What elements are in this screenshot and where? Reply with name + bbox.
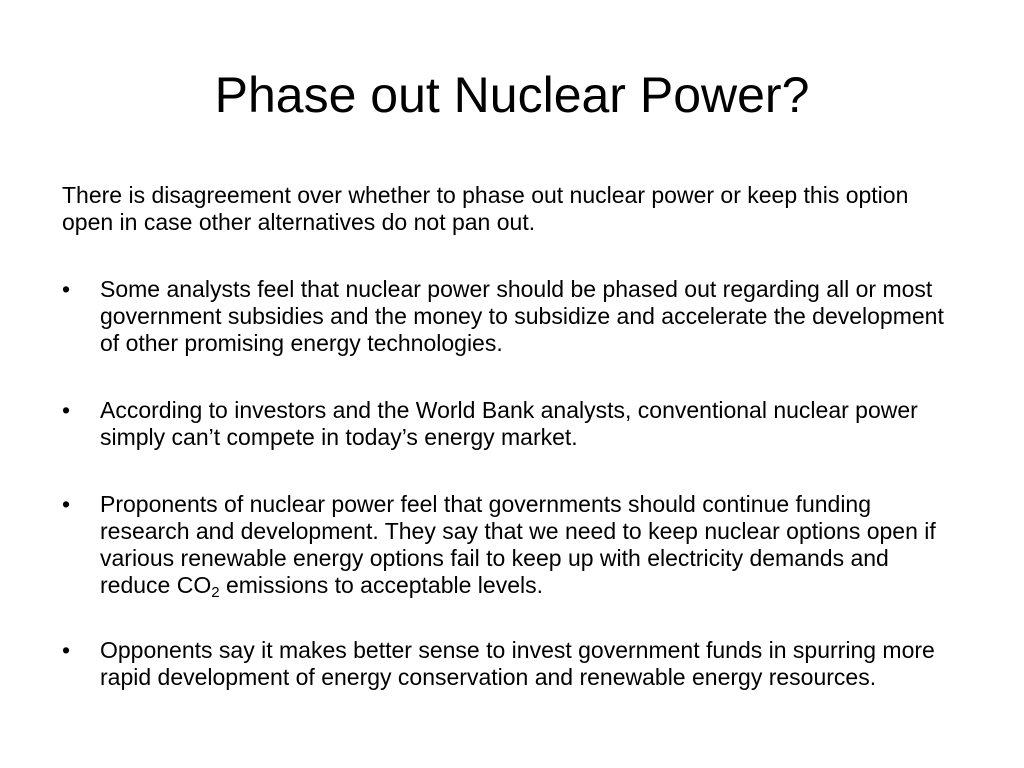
- bullet-list: [62, 276, 962, 691]
- bullet-item-1: [62, 276, 962, 357]
- bullet-text: [100, 491, 936, 601]
- bullet-text-after-subscript: emissions to acceptable levels.: [219, 572, 543, 598]
- bullet-icon: •: [62, 637, 71, 663]
- intro-paragraph: There is disagreement over whether to phase out nuclear power or keep this option open in case other alternatives do not pan out.: [62, 182, 909, 235]
- bullet-icon: •: [62, 397, 71, 423]
- bullet-text-before-subscript: Proponents of nuclear power feel that governments should continue funding research and development. They say that we need to keep nuclear options open if various renewable energy options fail to keep up with electricity demands and reduce CO: [100, 491, 936, 598]
- bullet-item-4: [62, 637, 962, 691]
- bullet-text: Some analysts feel that nuclear power should be phased out regarding all or most government subsidies and the money to subsidize and accelerate the development of other promising energy technologies.: [100, 276, 944, 356]
- bullet-icon: •: [62, 491, 71, 517]
- bullet-text: According to investors and the World Bank analysts, conventional nuclear power simply can’t compete in today’s energy market.: [100, 397, 918, 450]
- slide-body: [62, 182, 962, 731]
- bullet-item-3: [62, 491, 962, 599]
- slide-title: Phase out Nuclear Power?: [214, 67, 810, 123]
- bullet-icon: •: [62, 276, 71, 302]
- bullet-item-2: [62, 397, 962, 451]
- bullet-text: Opponents say it makes better sense to invest government funds in spurring more rapid development of energy conservation and renewable energy resources.: [100, 637, 935, 690]
- subscript-two: 2: [211, 584, 220, 601]
